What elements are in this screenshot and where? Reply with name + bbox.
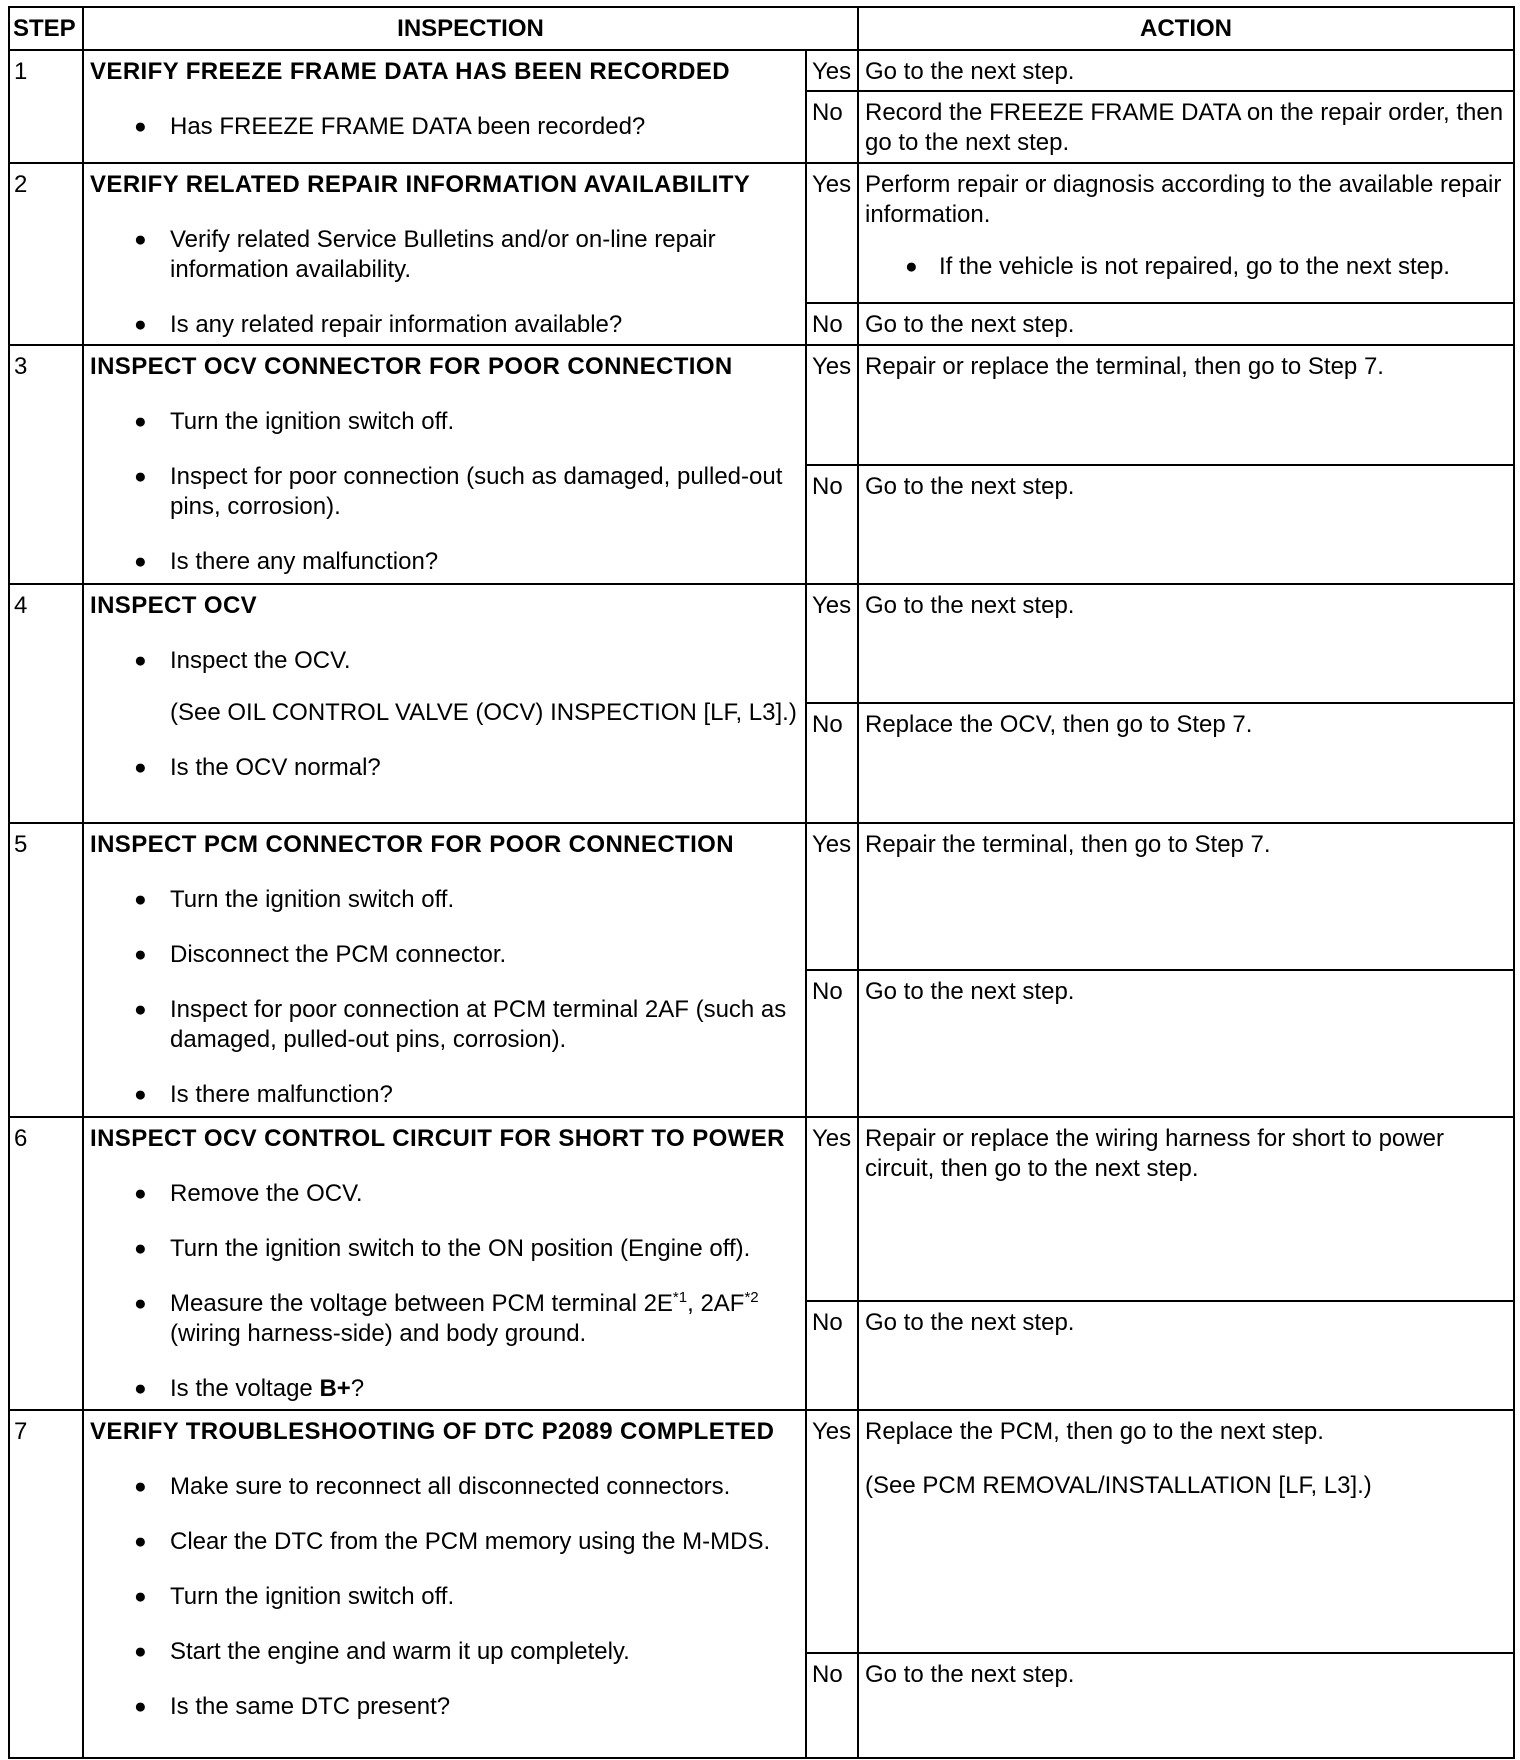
no-label: No bbox=[806, 465, 858, 584]
inspection-item: ● Turn the ignition switch off. bbox=[90, 407, 801, 437]
header-action: ACTION bbox=[858, 7, 1514, 50]
measure-text-pre: Measure the voltage between PCM terminal 2E bbox=[170, 1290, 673, 1317]
yes-label: Yes bbox=[806, 345, 858, 465]
yes-action-cell bbox=[858, 1410, 1514, 1653]
no-action: Go to the next step. bbox=[858, 465, 1514, 584]
step-number: 7 bbox=[9, 1410, 83, 1758]
yes-action: Repair or replace the wiring harness for short to power circuit, then go to the next step. bbox=[858, 1117, 1514, 1301]
inspection-cell bbox=[83, 823, 806, 1117]
no-label: No bbox=[806, 303, 858, 345]
inspection-title: INSPECT OCV bbox=[90, 592, 258, 619]
inspection-note: (See OIL CONTROL VALVE (OCV) INSPECTION [LF, L3].) bbox=[170, 699, 797, 726]
footnote-marker-1: *1 bbox=[672, 1289, 688, 1306]
step-2-yes-row bbox=[9, 163, 1514, 303]
step-number: 6 bbox=[9, 1117, 83, 1410]
inspection-item-voltage bbox=[90, 1374, 801, 1404]
no-label: No bbox=[806, 970, 858, 1117]
header-step: STEP bbox=[9, 7, 83, 50]
no-label: No bbox=[806, 1653, 858, 1758]
inspection-cell bbox=[83, 584, 806, 823]
troubleshooting-table bbox=[8, 6, 1515, 1759]
no-label: No bbox=[806, 91, 858, 163]
yes-action: Repair the terminal, then go to Step 7. bbox=[858, 823, 1514, 970]
inspection-item: ● Make sure to reconnect all disconnected connectors. bbox=[90, 1472, 801, 1502]
inspection-item: ● Inspect for poor connection (such as damaged, pulled-out pins, corrosion). bbox=[90, 462, 801, 522]
voltage-text-pre: Is the voltage bbox=[170, 1375, 320, 1402]
inspection-item-measure bbox=[90, 1289, 801, 1349]
step-number: 2 bbox=[9, 163, 83, 345]
inspection-item: ● Turn the ignition switch off. bbox=[90, 885, 801, 915]
inspection-item: ● Turn the ignition switch to the ON position (Engine off). bbox=[90, 1234, 801, 1264]
inspection-title: INSPECT OCV CONNECTOR FOR POOR CONNECTION bbox=[90, 353, 733, 380]
no-action: Go to the next step. bbox=[858, 303, 1514, 345]
step-5-yes-row bbox=[9, 823, 1514, 970]
step-number: 3 bbox=[9, 345, 83, 584]
no-action: Go to the next step. bbox=[858, 970, 1514, 1117]
yes-action-cell bbox=[858, 163, 1514, 303]
yes-action: Go to the next step. bbox=[858, 584, 1514, 703]
inspection-cell bbox=[83, 163, 806, 345]
yes-label: Yes bbox=[806, 163, 858, 303]
inspection-item: ● Inspect for poor connection at PCM terminal 2AF (such as damaged, pulled-out pins, corrosion). bbox=[90, 995, 801, 1055]
no-label: No bbox=[806, 703, 858, 823]
inspection-title: INSPECT PCM CONNECTOR FOR POOR CONNECTION bbox=[90, 831, 734, 858]
yes-label: Yes bbox=[806, 823, 858, 970]
inspection-item: ● Inspect the OCV. bbox=[90, 646, 801, 676]
yes-action: Repair or replace the terminal, then go to Step 7. bbox=[858, 345, 1514, 465]
header-row bbox=[9, 7, 1514, 50]
step-4-yes-row bbox=[9, 584, 1514, 703]
inspection-cell bbox=[83, 1117, 806, 1410]
yes-action: Go to the next step. bbox=[858, 50, 1514, 91]
no-label: No bbox=[806, 1301, 858, 1410]
yes-label: Yes bbox=[806, 584, 858, 703]
no-action: Record the FREEZE FRAME DATA on the repair order, then go to the next step. bbox=[858, 91, 1514, 163]
inspection-item: ● Is there malfunction? bbox=[90, 1080, 801, 1110]
inspection-title: VERIFY TROUBLESHOOTING OF DTC P2089 COMPLETED bbox=[90, 1418, 775, 1445]
voltage-value: B+ bbox=[319, 1375, 351, 1402]
inspection-item: ● Has FREEZE FRAME DATA been recorded? bbox=[90, 112, 801, 142]
step-6-yes-row bbox=[9, 1117, 1514, 1301]
inspection-item: ● Is the same DTC present? bbox=[90, 1692, 801, 1722]
inspection-item: ● Turn the ignition switch off. bbox=[90, 1582, 801, 1612]
header-inspection: INSPECTION bbox=[83, 7, 858, 50]
inspection-cell bbox=[83, 345, 806, 584]
yes-action: Replace the PCM, then go to the next step. bbox=[865, 1418, 1324, 1445]
inspection-item: ● Disconnect the PCM connector. bbox=[90, 940, 801, 970]
yes-label: Yes bbox=[806, 1410, 858, 1653]
no-action: Go to the next step. bbox=[858, 1301, 1514, 1410]
inspection-item: ● Is there any malfunction? bbox=[90, 547, 801, 577]
inspection-item: ● Remove the OCV. bbox=[90, 1179, 801, 1209]
measure-text-post: (wiring harness-side) and body ground. bbox=[170, 1320, 587, 1347]
step-1-yes-row bbox=[9, 50, 1514, 91]
inspection-title: VERIFY RELATED REPAIR INFORMATION AVAILABILITY bbox=[90, 171, 751, 198]
yes-label: Yes bbox=[806, 1117, 858, 1301]
inspection-item: ● Clear the DTC from the PCM memory using the M-MDS. bbox=[90, 1527, 801, 1557]
step-3-yes-row bbox=[9, 345, 1514, 465]
no-action: Replace the OCV, then go to Step 7. bbox=[858, 703, 1514, 823]
no-action: Go to the next step. bbox=[858, 1653, 1514, 1758]
voltage-text-post: ? bbox=[350, 1375, 365, 1402]
step-number: 1 bbox=[9, 50, 83, 163]
inspection-cell bbox=[83, 1410, 806, 1758]
yes-label: Yes bbox=[806, 50, 858, 91]
inspection-cell bbox=[83, 50, 806, 163]
footnote-marker-2: *2 bbox=[744, 1289, 759, 1306]
inspection-item: ● Is any related repair information available? bbox=[90, 310, 801, 340]
inspection-item: ● Is the OCV normal? bbox=[90, 753, 801, 783]
inspection-item: ● Verify related Service Bulletins and/or on-line repair information availability. bbox=[90, 225, 801, 285]
step-7-yes-row bbox=[9, 1410, 1514, 1653]
yes-action-bullet: ● If the vehicle is not repaired, go to the next step. bbox=[865, 252, 1507, 282]
inspection-item: ● Start the engine and warm it up completely. bbox=[90, 1637, 801, 1667]
yes-action: Perform repair or diagnosis according to the available repair information. bbox=[865, 171, 1502, 228]
inspection-title: INSPECT OCV CONTROL CIRCUIT FOR SHORT TO POWER bbox=[90, 1125, 785, 1152]
measure-text-mid: , 2AF bbox=[687, 1290, 745, 1317]
step-number: 4 bbox=[9, 584, 83, 823]
yes-action-note: (See PCM REMOVAL/INSTALLATION [LF, L3].) bbox=[865, 1472, 1372, 1499]
step-number: 5 bbox=[9, 823, 83, 1117]
inspection-title: VERIFY FREEZE FRAME DATA HAS BEEN RECORDED bbox=[90, 58, 730, 85]
